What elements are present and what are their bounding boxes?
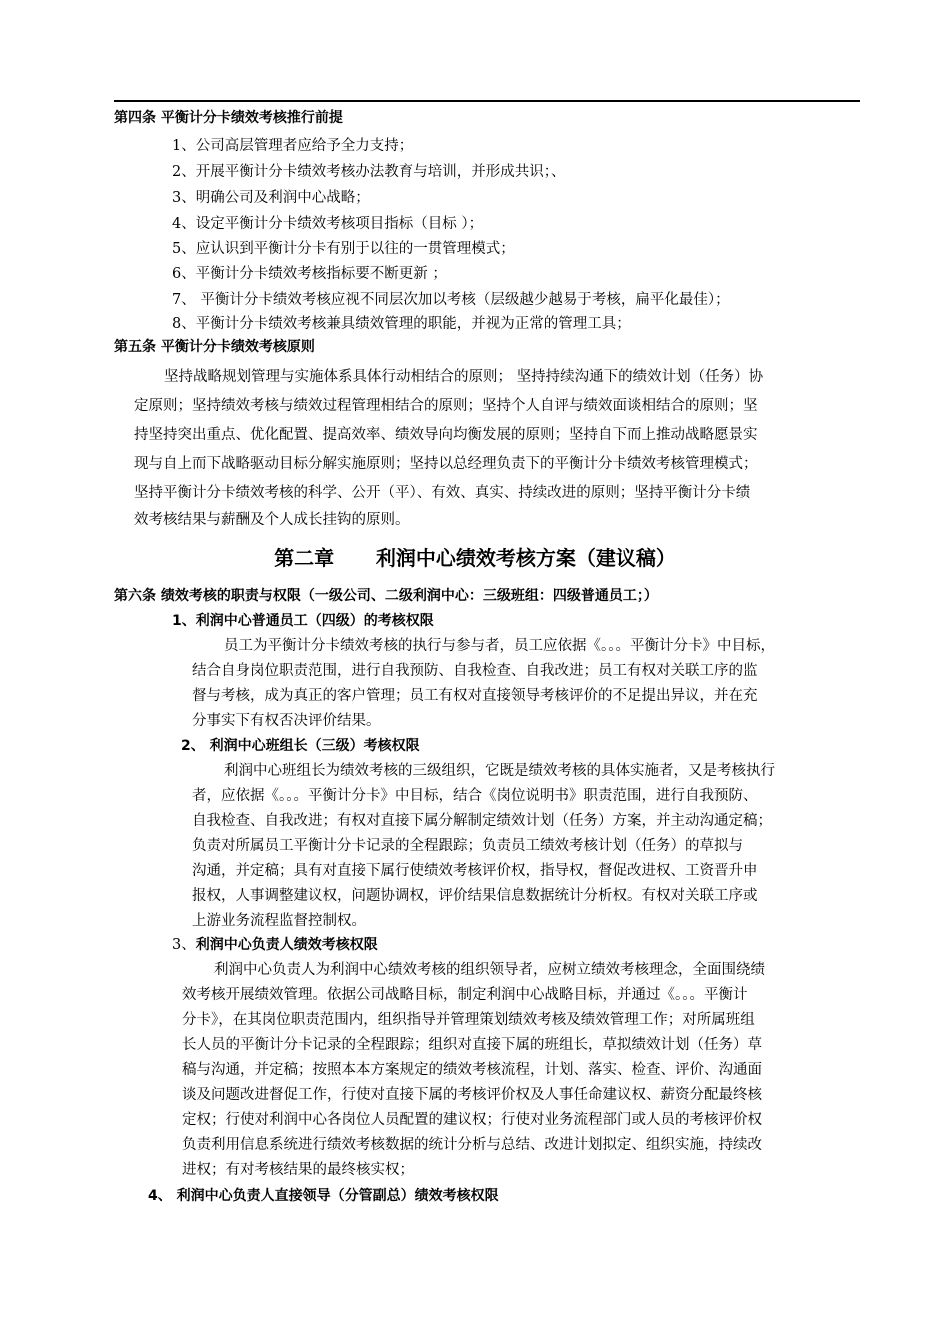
article5-paragraph-line: 定原则；坚持绩效考核与绩效过程管理相结合的原则；坚持个人自评与绩效面谈相结合的原则；坚 (134, 398, 758, 414)
section2-heading: 2、 利润中心班组长（三级）考核权限 (181, 738, 420, 754)
section3-line: 长人员的平衡计分卡记录的全程跟踪；组织对直接下属的班组长，草拟绩效计划（任务）草 (182, 1037, 762, 1053)
article5-paragraph-line: 现与自上而下战略驱动目标分解实施原则；坚持以总经理负责下的平衡计分卡绩效考核管理模式； (134, 456, 758, 472)
article4-item: 8、平衡计分卡绩效考核兼具绩效管理的职能，并视为正常的管理工具； (172, 316, 631, 332)
section3-line: 进权；有对考核结果的最终核实权； (182, 1162, 414, 1178)
article5-paragraph-line: 坚持战略规划管理与实施体系具体行动相结合的原则； 坚持持续沟通下的绩效计划（任务）协 (164, 369, 764, 385)
article5-paragraph-line: 坚持平衡计分卡绩效考核的科学、公开（平）、有效、真实、持续改进的原则；坚持平衡计分卡绩 (134, 485, 751, 501)
article5-paragraph-line: 持坚持突出重点、优化配置、提高效率、绩效导向均衡发展的原则；坚持自下而上推动战略愿景实 (134, 427, 758, 443)
section2-line: 者，应依据《。。。平衡计分卡》中目标，结合《岗位说明书》职责范围，进行自我预防、 (192, 788, 758, 804)
article5-paragraph-line: 效考核结果与薪酬及个人成长挂钩的原则。 (134, 512, 410, 528)
article5-title: 第五条 平衡计分卡绩效考核原则 (114, 339, 315, 355)
article4-item: 3、明确公司及利润中心战略； (172, 190, 370, 206)
chapter-title: 第二章 利润中心绩效考核方案（建议稿） (274, 546, 676, 570)
section2-line: 上游业务流程监督控制权。 (192, 913, 366, 929)
section4-heading: 4、 利润中心负责人直接领导（分管副总）绩效考核权限 (148, 1188, 499, 1204)
section3-line: 负责利用信息系统进行绩效考核数据的统计分析与总结、改进计划拟定、组织实施，持续改 (182, 1137, 762, 1153)
section1-line: 分事实下有权否决评价结果。 (192, 713, 381, 729)
article4-item: 7、 平衡计分卡绩效考核应视不同层次加以考核（层级越少越易于考核，扁平化最佳）； (172, 292, 730, 308)
section2-line: 自我检查、自我改进；有权对直接下属分解制定绩效计划（任务）方案，并主动沟通定稿； (192, 813, 772, 829)
section1-line: 员工为平衡计分卡绩效考核的执行与参与者，员工应依据《。。。平衡计分卡》中目标， (224, 638, 775, 654)
article4-item: 5、应认识到平衡计分卡有别于以往的一贯管理模式； (172, 241, 515, 257)
section3-line: 定权；行使对利润中心各岗位人员配置的建议权；行使对业务流程部门或人员的考核评价权 (182, 1112, 762, 1128)
article4-title: 第四条 平衡计分卡绩效考核推行前提 (114, 110, 343, 126)
section2-line: 负责对所属员工平衡计分卡记录的全程跟踪；负责员工绩效考核计划（任务）的草拟与 (192, 838, 743, 854)
article4-item: 4、设定平衡计分卡绩效考核项目指标（目标 ）； (172, 216, 484, 232)
section3-line: 效考核开展绩效管理。依据公司战略目标，制定利润中心战略目标，并通过《。。。平衡计 (182, 987, 748, 1003)
section2-line: 沟通，并定稿；具有对直接下属行使绩效考核评价权，指导权，督促改进权、工资晋升申 (192, 863, 758, 879)
section1-heading: 1、利润中心普通员工（四级）的考核权限 (172, 613, 434, 629)
section3-line: 谈及问题改进督促工作，行使对直接下属的考核评价权及人事任命建议权、薪资分配最终核 (182, 1087, 762, 1103)
section3-heading (172, 935, 378, 955)
section3-line: 利润中心负责人为利润中心绩效考核的组织领导者，应树立绩效考核理念，全面围绕绩 (214, 962, 765, 978)
section3-heading-text: 利润中心负责人绩效考核权限 (195, 937, 378, 953)
article6-title: 第六条 绩效考核的职责与权限（一级公司、二级利润中心：三级班组：四级普通员工；） (114, 588, 658, 604)
section3-line: 稿与沟通，并定稿；按照本本方案规定的绩效考核流程，计划、落实、检查、评价、沟通面 (182, 1062, 762, 1078)
section2-line: 报权，人事调整建议权，问题协调权，评价结果信息数据统计分析权。有权对关联工序或 (192, 888, 758, 904)
section1-line: 结合自身岗位职责范围，进行自我预防、自我检查、自我改进；员工有权对关联工序的监 (192, 663, 758, 679)
section3-line: 分卡》，在其岗位职责范围内，组织指导并管理策划绩效考核及绩效管理工作；对所属班组 (182, 1012, 755, 1028)
section1-line: 督与考核，成为真正的客户管理；员工有权对直接领导考核评价的不足提出异议，并在充 (192, 688, 758, 704)
article4-item: 2、开展平衡计分卡绩效考核办法教育与培训，并形成共识；、 (172, 164, 566, 180)
header-rule (114, 100, 860, 102)
article4-item: 6、平衡计分卡绩效考核指标要不断更新 ； (172, 266, 447, 282)
section3-heading-number: 3、 (172, 937, 196, 953)
article4-item: 1、公司高层管理者应给予全力支持； (172, 138, 414, 154)
section2-line: 利润中心班组长为绩效考核的三级组织，它既是绩效考核的具体实施者，又是考核执行 (224, 763, 775, 779)
